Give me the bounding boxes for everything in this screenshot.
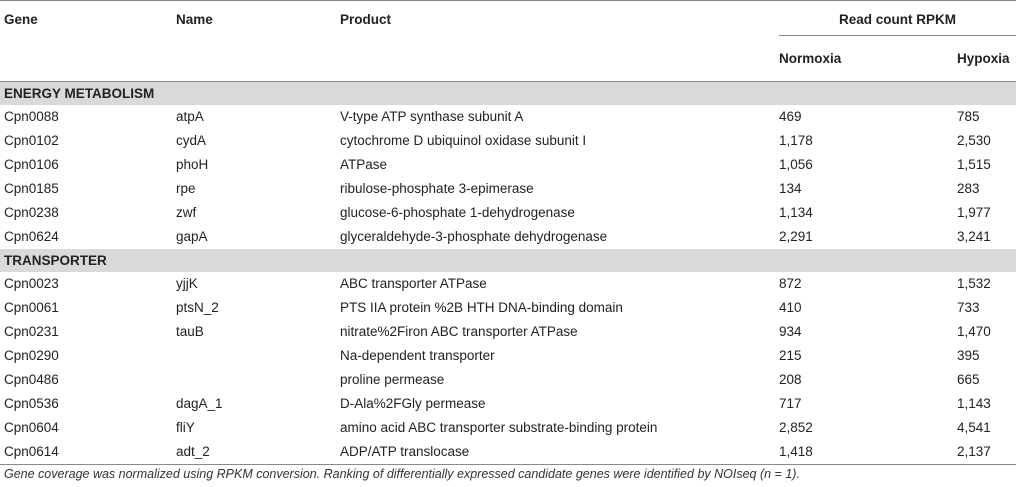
cell-gene: Cpn0088 xyxy=(4,109,59,124)
cell-gene: Cpn0102 xyxy=(4,133,59,148)
cell-normoxia: 134 xyxy=(779,181,802,196)
header-hypoxia: Hypoxia xyxy=(957,35,1016,81)
section-title: TRANSPORTER xyxy=(0,249,1016,272)
header-spacer xyxy=(176,35,340,81)
cell-name xyxy=(176,368,340,392)
cell-gene: Cpn0290 xyxy=(4,348,59,363)
table-row xyxy=(0,153,1016,177)
cell-normoxia: 410 xyxy=(779,300,802,315)
cell-hypoxia: 1,532 xyxy=(957,276,991,291)
cell-name: ptsN_2 xyxy=(176,300,219,315)
header-normoxia: Normoxia xyxy=(779,35,957,81)
cell-gene: Cpn0061 xyxy=(4,300,59,315)
cell-hypoxia: 665 xyxy=(957,372,980,387)
cell-name: adt_2 xyxy=(176,440,340,465)
cell-gene: Cpn0023 xyxy=(4,276,59,291)
cell-normoxia: 934 xyxy=(779,324,802,339)
cell-product: glyceraldehyde-3-phosphate dehydrogenase xyxy=(340,229,608,244)
cell-normoxia: 215 xyxy=(779,348,802,363)
cell-product: glucose-6-phosphate 1-dehydrogenase xyxy=(340,205,575,220)
cell-gene: Cpn0624 xyxy=(4,229,59,244)
table-body xyxy=(0,81,1016,464)
table-row xyxy=(0,344,1016,368)
cell-hypoxia: 733 xyxy=(957,300,980,315)
header-spacer xyxy=(0,35,176,81)
gene-table xyxy=(0,1,1016,465)
cell-hypoxia: 2,530 xyxy=(957,133,991,148)
cell-normoxia: 1,178 xyxy=(779,133,813,148)
section-header-row xyxy=(0,81,1016,105)
footnote: Gene coverage was normalized using RPKM conversion. Ranking of differentially expressed candidate genes were identified by NOIseq (n = 1). xyxy=(4,467,800,481)
header-name: Name xyxy=(176,12,213,27)
table-row xyxy=(0,177,1016,201)
table-row xyxy=(0,129,1016,153)
cell-gene: Cpn0486 xyxy=(4,372,59,387)
cell-gene: Cpn0231 xyxy=(4,324,59,339)
table-row xyxy=(0,320,1016,344)
cell-hypoxia: 785 xyxy=(957,109,980,124)
cell-gene: Cpn0106 xyxy=(4,157,59,172)
table-row xyxy=(0,225,1016,249)
cell-gene: Cpn0604 xyxy=(4,420,59,435)
cell-hypoxia: 2,137 xyxy=(957,440,1016,465)
cell-gene: Cpn0238 xyxy=(4,205,59,220)
table-row xyxy=(0,105,1016,129)
cell-hypoxia: 1,977 xyxy=(957,205,991,220)
cell-normoxia: 1,418 xyxy=(779,440,957,465)
cell-hypoxia: 4,541 xyxy=(957,420,991,435)
cell-normoxia: 717 xyxy=(779,396,802,411)
table-row xyxy=(0,201,1016,225)
cell-name: zwf xyxy=(176,205,197,220)
table-row xyxy=(0,392,1016,416)
cell-name: atpA xyxy=(176,109,204,124)
cell-name: gapA xyxy=(176,229,208,244)
cell-gene: Cpn0536 xyxy=(4,396,59,411)
section-title: ENERGY METABOLISM xyxy=(0,81,1016,105)
cell-product: ATPase xyxy=(340,157,388,172)
cell-name: rpe xyxy=(176,181,196,196)
cell-gene: Cpn0614 xyxy=(0,440,176,465)
header-product: Product xyxy=(340,12,392,27)
cell-product: nitrate%2Firon ABC transporter ATPase xyxy=(340,324,578,339)
cell-hypoxia: 1,515 xyxy=(957,157,991,172)
cell-normoxia: 1,056 xyxy=(779,157,813,172)
cell-normoxia: 2,291 xyxy=(779,229,813,244)
header-gene: Gene xyxy=(4,12,38,27)
table-row xyxy=(0,440,1016,465)
cell-product: ribulose-phosphate 3-epimerase xyxy=(340,181,534,196)
table-row xyxy=(0,272,1016,296)
cell-product: proline permease xyxy=(340,372,445,387)
section-header-row xyxy=(0,249,1016,272)
cell-name: cydA xyxy=(176,133,207,148)
cell-product: amino acid ABC transporter substrate-binding protein xyxy=(340,420,658,435)
table-row xyxy=(0,416,1016,440)
cell-name: yjjK xyxy=(176,276,198,291)
cell-product: cytochrome D ubiquinol oxidase subunit I xyxy=(340,133,587,148)
cell-product: D-Ala%2FGly permease xyxy=(340,396,486,411)
cell-product: V-type ATP synthase subunit A xyxy=(340,109,524,124)
cell-normoxia: 208 xyxy=(779,372,802,387)
header-spacer xyxy=(340,35,779,81)
table-row xyxy=(0,296,1016,320)
cell-product: PTS IIA protein %2B HTH DNA-binding domain xyxy=(340,300,623,315)
cell-hypoxia: 283 xyxy=(957,181,980,196)
cell-normoxia: 872 xyxy=(779,276,802,291)
cell-name: tauB xyxy=(176,324,204,339)
cell-hypoxia: 1,470 xyxy=(957,324,991,339)
cell-gene: Cpn0185 xyxy=(4,181,59,196)
cell-name: dagA_1 xyxy=(176,396,223,411)
cell-normoxia: 469 xyxy=(779,109,802,124)
cell-hypoxia: 3,241 xyxy=(957,229,991,244)
cell-hypoxia: 1,143 xyxy=(957,396,991,411)
cell-normoxia: 2,852 xyxy=(779,420,813,435)
header-read-count: Read count RPKM xyxy=(839,12,957,27)
cell-name: phoH xyxy=(176,157,209,172)
cell-normoxia: 1,134 xyxy=(779,205,813,220)
cell-name xyxy=(176,344,340,368)
cell-product: ADP/ATP translocase xyxy=(340,440,779,465)
cell-hypoxia: 395 xyxy=(957,348,980,363)
cell-name: fliY xyxy=(176,420,195,435)
cell-product: ABC transporter ATPase xyxy=(340,276,487,291)
cell-product: Na-dependent transporter xyxy=(340,348,495,363)
table-row xyxy=(0,368,1016,392)
